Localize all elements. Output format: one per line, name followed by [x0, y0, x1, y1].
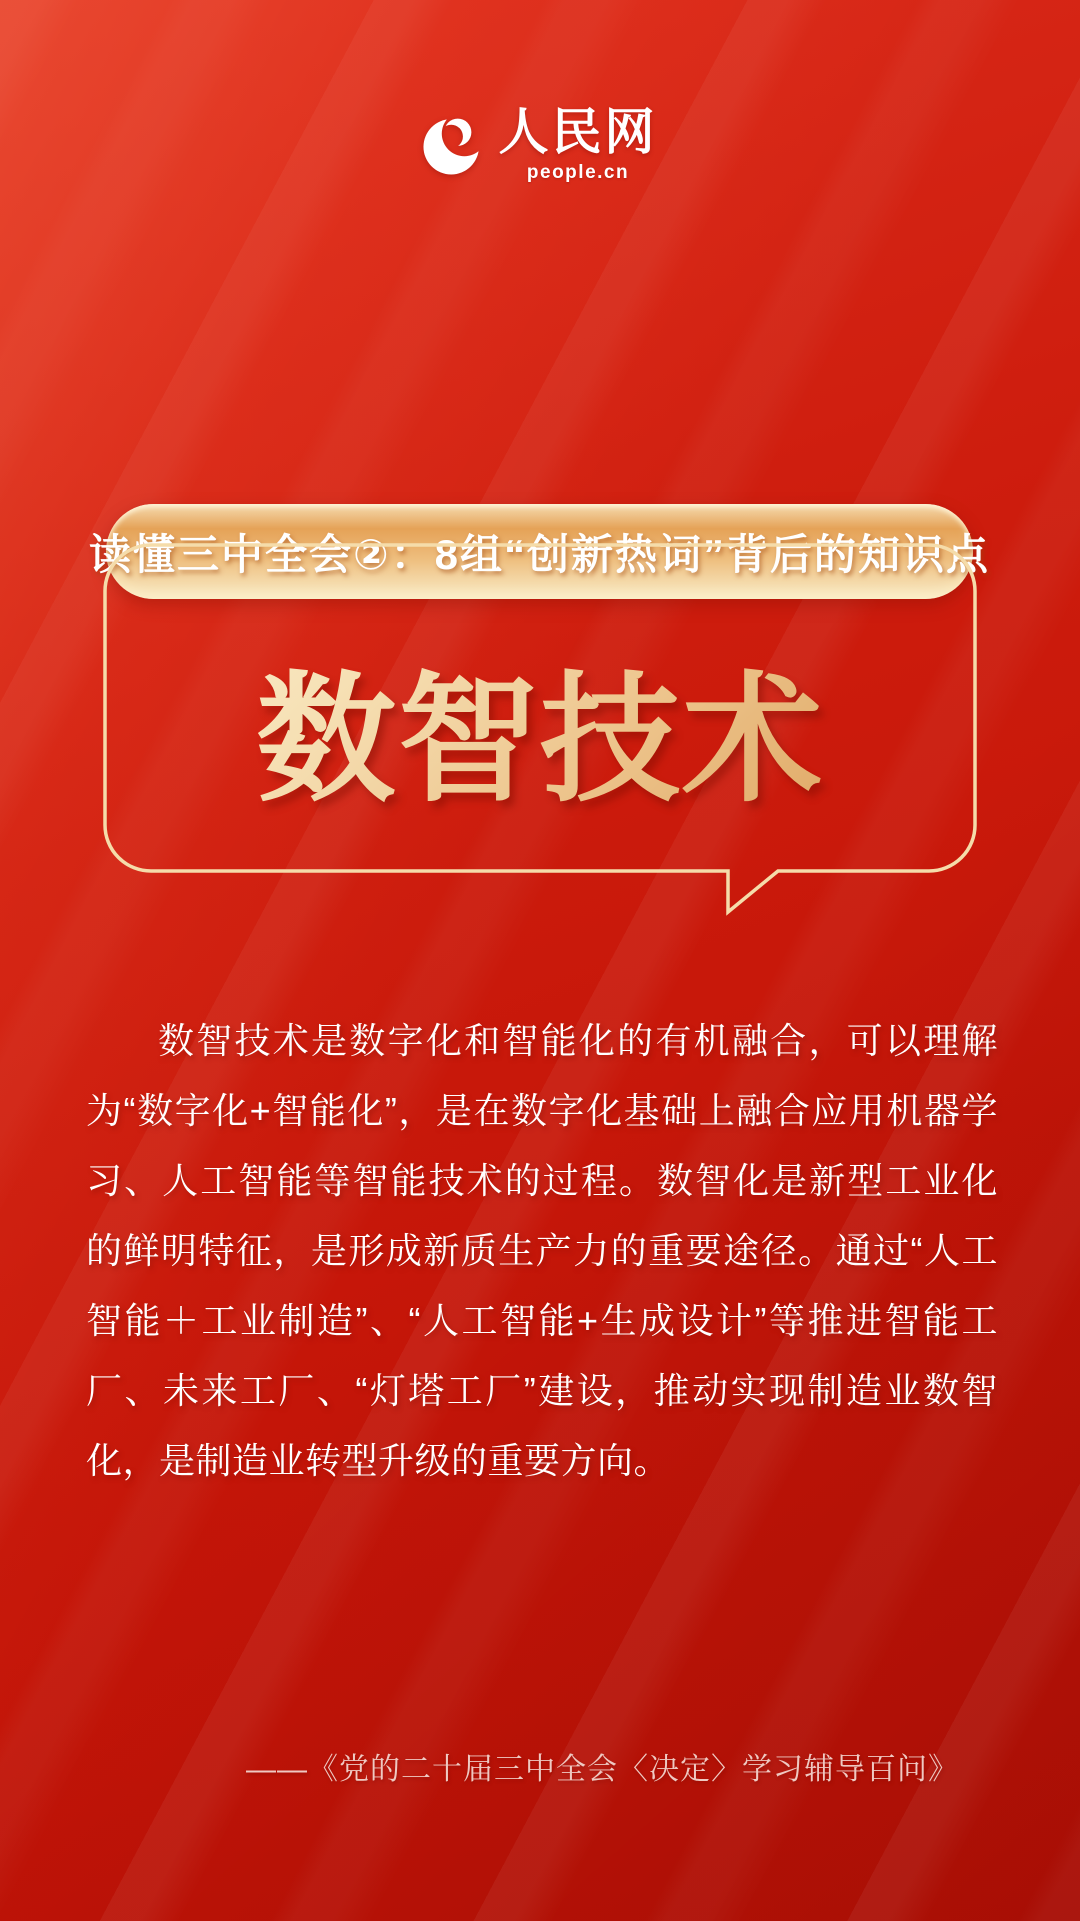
topic-badge-label: 读懂三中全会②：8组“创新热词”背后的知识点: [89, 530, 990, 578]
people-cn-globe-icon: [423, 110, 485, 178]
source-citation: ——《党的二十届三中全会〈决定〉学习辅导百问》: [246, 1753, 959, 1786]
logo-name-cn: 人民网: [498, 104, 658, 160]
keyword-title: 数智技术: [0, 652, 1080, 828]
body-paragraph: 数智技术是数字化和智能化的有机融合，可以理解为“数字化+智能化”，是在数字化基础上融合应用机器学习、人工智能等智能技术的过程。数智化是新型工业化的鲜明特征，是形成新质生产力的重要途径。通过“人工智能＋工业制造”、“人工智能+生成设计”等推进智能工厂、未来工厂、“灯塔工厂”建设，推动实现制造业数智化，是制造业转型升级的重要方向。: [86, 1020, 998, 1481]
people-cn-logo: [0, 104, 1080, 184]
logo-text-block: [499, 104, 658, 184]
logo-domain: people.cn: [526, 162, 630, 183]
